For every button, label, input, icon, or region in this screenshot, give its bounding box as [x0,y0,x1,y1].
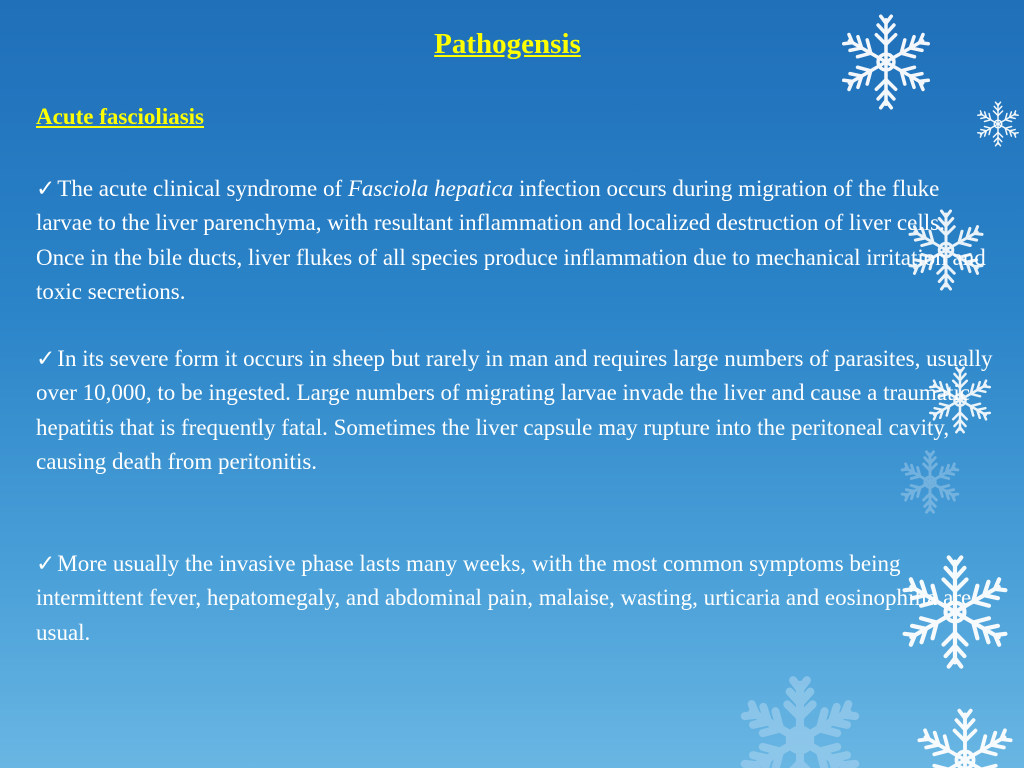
checkmark-icon: ✓ [36,551,56,576]
paragraph-text: In its severe form it occurs in sheep but rarely in man and requires large numbers of parasites, usually over 10,000, to be ingested. Large numbers of migrating larvae invade the liver and cause a traumatic hepatitis that is frequently fatal. Sometimes the liver capsule may rupture into the peritoneal cavity, causing death from peritonitis. [36,346,993,475]
section-heading: Acute fascioliasis [36,104,205,129]
snowflake-icon [977,102,1019,146]
snowflake-icon [742,680,858,768]
paragraph-severe-form [36,342,996,480]
paragraph-acute-syndrome [36,172,996,310]
snowflake-icon [917,711,1013,768]
slide-title[interactable]: Pathogensis [434,28,581,60]
paragraph-text: The acute clinical syndrome of [57,176,348,201]
paragraph-invasive-phase [36,547,996,650]
paragraph-text: More usually the invasive phase lasts many weeks, with the most common symptoms being intermittent fever, hepatomegaly, and abdominal pain, malaise, wasting, urticaria and eosinophilia are usual. [36,551,972,645]
checkmark-icon: ✓ [36,346,56,371]
checkmark-icon: ✓ [36,176,56,201]
paragraph-text: infection occurs during migration of the fluke larvae to the liver parenchyma, with resultant inflammation and localized destruction of liver cells. Once in the bile ducts, liver flukes of all species produce inflammation due to mechanical irritation and toxic secretions. [36,176,986,305]
species-name: Fasciola hepatica [347,176,514,201]
